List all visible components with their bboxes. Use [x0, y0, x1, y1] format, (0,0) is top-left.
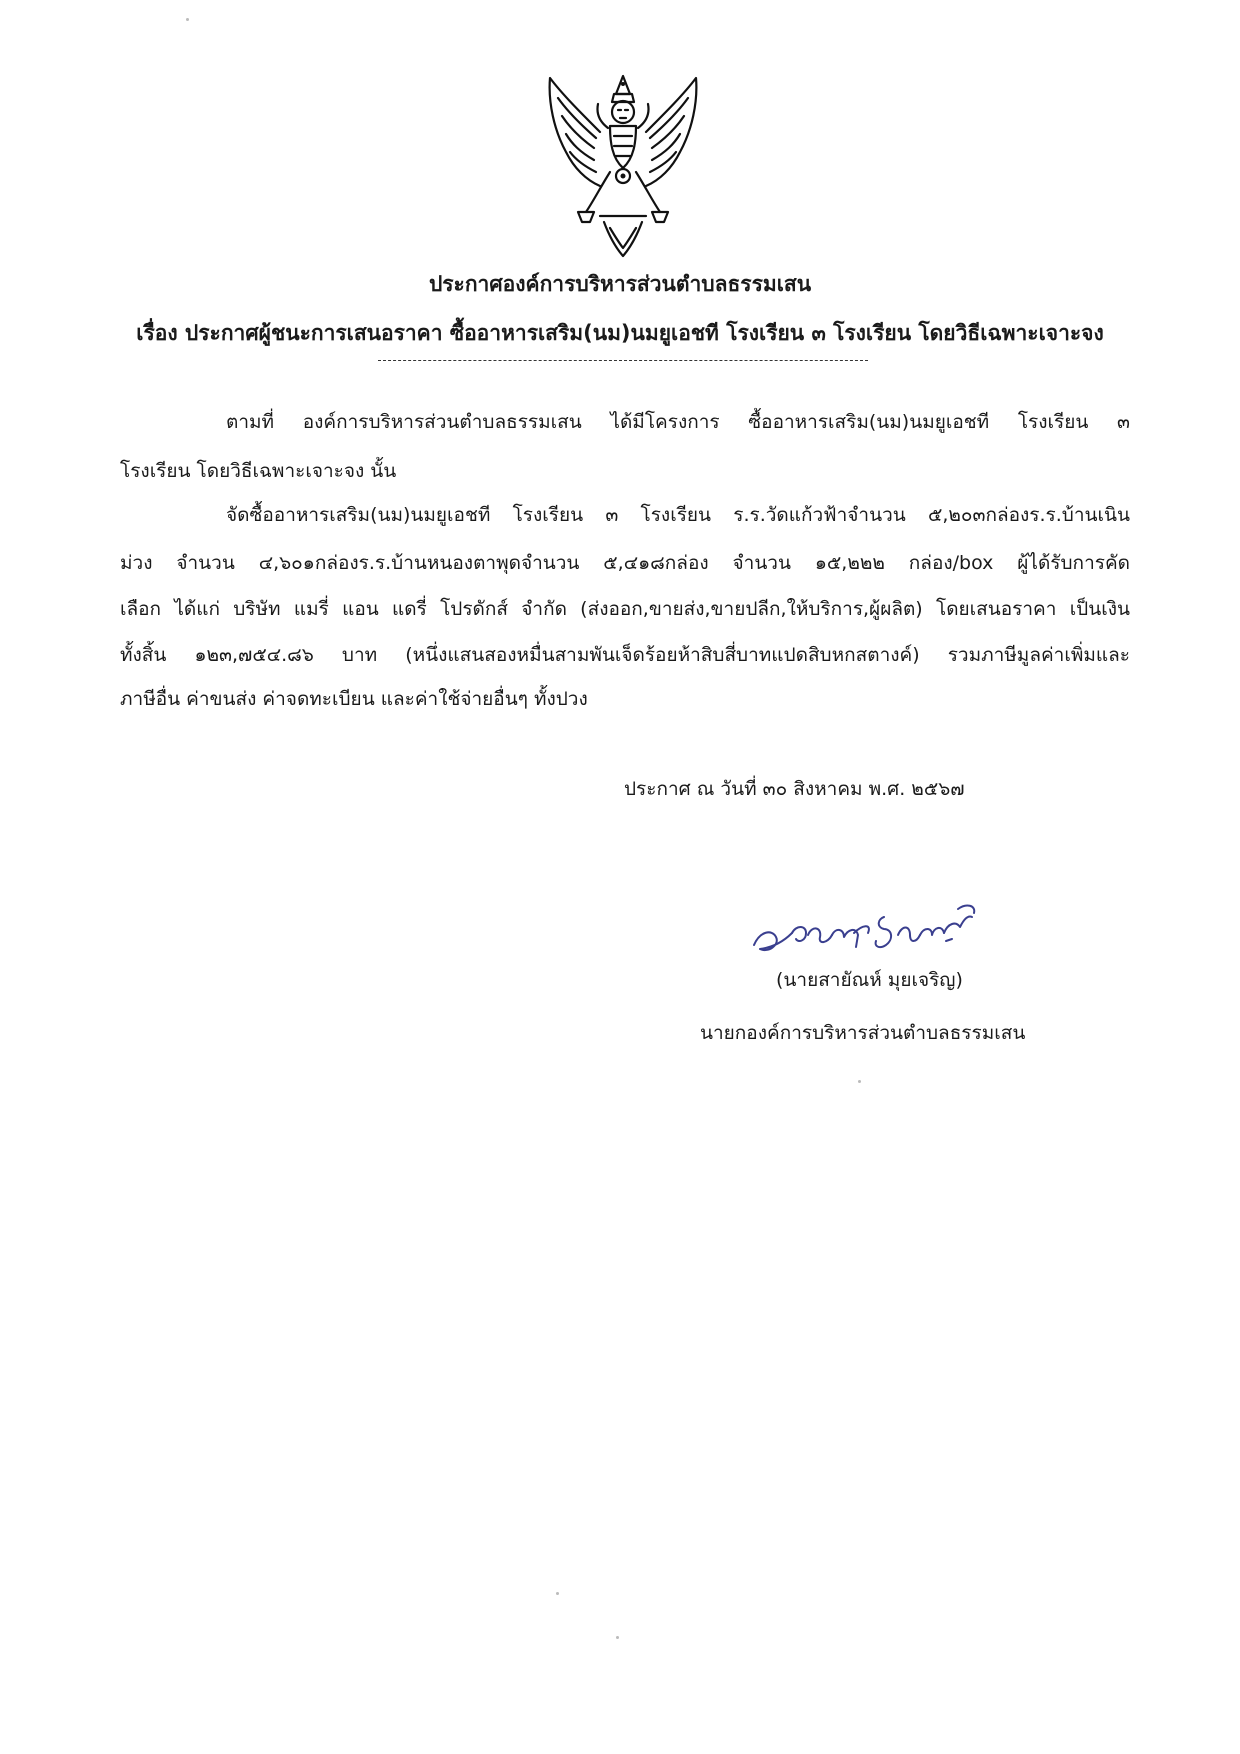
- garuda-emblem-icon: [540, 72, 706, 260]
- announcement-subject: เรื่อง ประกาศผู้ชนะการเสนอราคา ซื้ออาหารเสริม(นม)นมยูเอชที โรงเรียน ๓ โรงเรียน โดยวิธีเฉพาะเจาะจง: [136, 321, 1104, 345]
- paragraph-2-line: ทั้งสิ้น ๑๒๓,๗๕๔.๘๖ บาท (หนึ่งแสนสองหมื่นสามพันเจ็ดร้อยห้าสิบสี่บาทแปดสิบหกสตางค์) รวมภาษีมูลค่าเพิ่มและ: [120, 644, 1130, 666]
- announcement-title: ประกาศองค์การบริหารส่วนตำบลธรรมเสน: [428, 272, 812, 296]
- paragraph-1-line: โรงเรียน โดยวิธีเฉพาะเจาะจง นั้น: [120, 460, 397, 482]
- scan-speck: [556, 1592, 559, 1595]
- scan-speck: [616, 1636, 619, 1639]
- announcement-date: ประกาศ ณ วันที่ ๓๐ สิงหาคม พ.ศ. ๒๕๖๗: [624, 778, 965, 800]
- paragraph-2-line: ภาษีอื่น ค่าขนส่ง ค่าจดทะเบียน และค่าใช้จ่ายอื่นๆ ทั้งปวง: [120, 688, 588, 710]
- paragraph-2-line: จัดซื้ออาหารเสริม(นม)นมยูเอชที โรงเรียน ๓ โรงเรียน ร.ร.วัดแก้วฟ้าจำนวน ๕,๒๐๓กล่องร.ร.บ้านเนิน: [226, 504, 1130, 526]
- paragraph-2-line: เลือก ได้แก่ บริษัท แมรี่ แอน แดรี่ โปรดักส์ จำกัด (ส่งออก,ขายส่ง,ขายปลีก,ให้บริการ,ผู้ผลิต) โดยเสนอราคา เป็นเงิน: [120, 598, 1130, 620]
- signer-position: นายกองค์การบริหารส่วนตำบลธรรมเสน: [700, 1022, 1026, 1044]
- signer-name: (นายสายัณห์ มุยเจริญ): [776, 969, 963, 991]
- scan-speck: [186, 18, 189, 21]
- paragraph-2-line: ม่วง จำนวน ๔,๖๐๑กล่องร.ร.บ้านหนองตาพุดจำนวน ๕,๔๑๘กล่อง จำนวน ๑๕,๒๒๒ กล่อง/box ผู้ได้รับการคัด: [120, 552, 1130, 574]
- separator-line: [378, 360, 868, 361]
- handwritten-signature-icon: [746, 895, 996, 965]
- paragraph-1-line: ตามที่ องค์การบริหารส่วนตำบลธรรมเสน ได้มีโครงการ ซื้ออาหารเสริม(นม)นมยูเอชที โรงเรียน ๓: [226, 411, 1130, 433]
- scan-speck: [858, 1080, 861, 1083]
